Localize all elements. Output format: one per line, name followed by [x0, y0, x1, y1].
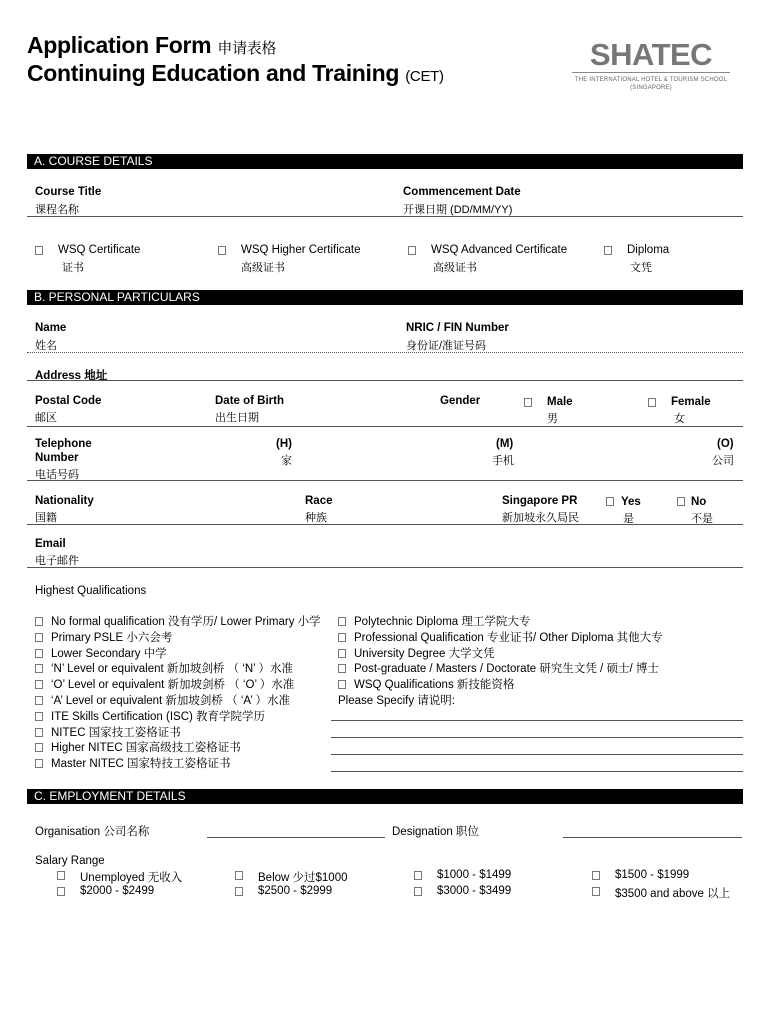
salary-option[interactable]	[414, 887, 422, 899]
salary-label: $2000 - $2499	[80, 885, 155, 897]
diploma-label-cn: 文凭	[630, 262, 652, 274]
nationality-label-cn: 国籍	[35, 512, 57, 524]
checkbox-icon[interactable]	[235, 887, 243, 896]
postal-code-label-cn: 邮区	[35, 412, 57, 424]
male-option[interactable]	[524, 398, 532, 410]
form-title-en: Application Form	[27, 32, 212, 58]
checkbox-icon[interactable]	[218, 246, 226, 255]
dob-label: Date of Birth	[215, 395, 284, 407]
pr-yes-option[interactable]	[606, 497, 614, 509]
specify-line[interactable]	[331, 737, 743, 738]
organisation-field[interactable]	[207, 837, 385, 838]
qualification-label: Higher NITEC 国家高级技工姿格证书	[51, 742, 241, 755]
name-label: Name	[35, 322, 67, 334]
checkbox-icon[interactable]	[57, 887, 65, 896]
commencement-date-label-cn: 开课日期 (DD/MM/YY)	[403, 204, 513, 216]
checkbox-icon[interactable]	[35, 743, 43, 752]
course-line	[27, 216, 743, 217]
salary-label: Below 少过$1000	[258, 872, 348, 884]
female-label-cn: 女	[674, 413, 685, 425]
email-line	[27, 567, 743, 568]
wsq-advanced-certificate-label: WSQ Advanced Certificate	[431, 244, 568, 256]
qualification-option[interactable]	[35, 755, 321, 771]
home-phone-label: (H)	[276, 438, 292, 450]
email-label: Email	[35, 538, 66, 550]
salary-range-label: Salary Range	[35, 855, 105, 867]
specify-line[interactable]	[331, 771, 743, 772]
pr-no-label: No	[691, 496, 707, 508]
female-option[interactable]	[648, 398, 656, 410]
nric-label: NRIC / FIN Number	[406, 322, 509, 334]
telephone-number-label: Number	[35, 452, 79, 464]
qualification-option[interactable]	[35, 645, 321, 661]
qualification-label: Primary PSLE 小六会考	[51, 631, 173, 644]
qualification-option[interactable]	[35, 739, 321, 755]
checkbox-icon[interactable]	[35, 246, 43, 255]
checkbox-icon[interactable]	[338, 617, 346, 626]
designation-label: Designation 职位	[392, 826, 479, 838]
section-c-header: C. EMPLOYMENT DETAILS	[27, 789, 743, 804]
highest-qualifications-label: Highest Qualifications	[35, 585, 147, 597]
checkbox-icon[interactable]	[35, 633, 43, 642]
qualification-option[interactable]	[338, 660, 663, 676]
telephone-label: Telephone	[35, 438, 92, 450]
checkbox-icon[interactable]	[592, 871, 600, 880]
salary-label: $2500 - $2999	[258, 885, 333, 897]
qualification-label: No formal qualification 没有学历/ Lower Primary 小学	[51, 616, 321, 628]
diploma-label: Diploma	[627, 244, 670, 256]
course-title-label: Course Title	[35, 186, 102, 198]
email-label-cn: 电子邮件	[35, 555, 79, 567]
checkbox-icon[interactable]	[606, 497, 614, 506]
checkbox-icon[interactable]	[35, 759, 43, 768]
form-title-cn: 申请表格	[217, 40, 277, 57]
form-title	[27, 32, 276, 59]
qualification-option[interactable]	[338, 645, 663, 661]
checkbox-icon[interactable]	[35, 696, 43, 705]
checkbox-icon[interactable]	[592, 887, 600, 896]
pr-yes-label-cn: 是	[623, 513, 634, 525]
qualification-label: Professional Qualification 专业证书/ Other Diploma 其他大专	[354, 631, 663, 644]
form-subtitle-en: Continuing Education and Training	[27, 60, 400, 86]
checkbox-icon[interactable]	[414, 887, 422, 896]
specify-line[interactable]	[331, 720, 743, 721]
logo-word: SHATEC	[589, 37, 713, 72]
checkbox-icon[interactable]	[604, 246, 612, 255]
postal-line	[27, 426, 743, 427]
section-a-header: A. COURSE DETAILS	[27, 154, 743, 169]
female-label: Female	[671, 396, 711, 408]
office-phone-label-cn: 公司	[712, 455, 734, 467]
qualification-option[interactable]	[35, 613, 321, 629]
checkbox-icon[interactable]	[338, 680, 346, 689]
checkbox-icon[interactable]	[338, 649, 346, 658]
mobile-phone-label: (M)	[496, 438, 514, 450]
home-phone-label-cn: 家	[281, 455, 292, 467]
logo-rule	[572, 72, 730, 73]
checkbox-icon[interactable]	[35, 617, 43, 626]
qualification-label: ITE Skills Certification (ISC) 教育学院学历	[51, 710, 266, 723]
male-label-cn: 男	[547, 413, 558, 425]
singapore-pr-label-cn: 新加坡永久局民	[502, 512, 579, 524]
salary-label: $1500 - $1999	[615, 869, 690, 881]
wsq-advanced-certificate-option[interactable]	[408, 246, 416, 258]
checkbox-icon[interactable]	[338, 633, 346, 642]
specify-line[interactable]	[331, 754, 743, 755]
salary-option[interactable]	[592, 871, 600, 883]
mobile-phone-label-cn: 手机	[492, 455, 514, 467]
nationality-line	[27, 524, 743, 525]
gender-label: Gender	[440, 395, 481, 407]
qualification-label: WSQ Qualifications 新技能资格	[354, 679, 515, 692]
qualification-option[interactable]	[35, 708, 321, 724]
qualifications-right-list	[338, 613, 663, 708]
form-subtitle-abbr: (CET)	[405, 68, 444, 85]
shatec-logo	[570, 38, 732, 92]
checkbox-icon[interactable]	[524, 398, 532, 407]
qualification-option[interactable]	[35, 629, 321, 645]
qualification-label: ‘O’ Level or equivalent 新加坡剑桥 （ ‘O’ ）水准	[51, 679, 295, 692]
qualification-label: University Degree 大学文凭	[354, 647, 495, 660]
qualification-option[interactable]	[35, 692, 321, 708]
salary-option[interactable]	[57, 887, 65, 899]
commencement-date-label: Commencement Date	[403, 186, 521, 198]
salary-option[interactable]	[414, 871, 422, 883]
designation-field[interactable]	[563, 837, 742, 838]
telephone-label-cn: 电话号码	[35, 469, 79, 481]
checkbox-icon[interactable]	[408, 246, 416, 255]
qualification-option[interactable]	[35, 660, 321, 676]
salary-label: Unemployed 无收入	[80, 872, 183, 884]
checkbox-icon[interactable]	[235, 871, 243, 880]
qualifications-left-list	[35, 613, 321, 771]
office-phone-label: (O)	[717, 438, 734, 450]
logo-subtitle-country: (SINGAPORE)	[630, 85, 672, 91]
telephone-line	[27, 480, 743, 481]
qualification-label: Post-graduate / Masters / Doctorate 研究生文凭 / 硕士/ 博士	[354, 663, 659, 676]
wsq-higher-certificate-label-cn: 高级证书	[241, 262, 285, 274]
course-title-label-cn: 课程名称	[35, 204, 79, 216]
checkbox-icon[interactable]	[35, 680, 43, 689]
checkbox-icon[interactable]	[648, 398, 656, 407]
nationality-label: Nationality	[35, 495, 94, 507]
salary-option[interactable]	[592, 887, 600, 899]
qualification-option[interactable]	[35, 676, 321, 692]
checkbox-icon[interactable]	[338, 664, 346, 673]
qualification-label: ‘A’ Level or equivalent 新加坡剑桥 （ ‘A’ ）水准	[51, 694, 291, 707]
salary-label: $1000 - $1499	[437, 869, 512, 881]
qualification-label: ‘N’ Level or equivalent 新加坡剑桥 （ ‘N’ ）水准	[51, 663, 293, 676]
checkbox-icon[interactable]	[35, 712, 43, 721]
checkbox-icon[interactable]	[414, 871, 422, 880]
form-subtitle	[27, 60, 444, 87]
postal-code-label: Postal Code	[35, 395, 102, 407]
qualification-option[interactable]	[338, 676, 663, 692]
qualification-label: Polytechnic Diploma 理工学院大专	[354, 616, 531, 628]
checkbox-icon[interactable]	[677, 497, 685, 506]
wsq-certificate-option[interactable]	[35, 246, 43, 258]
race-label: Race	[305, 495, 333, 507]
checkbox-icon[interactable]	[35, 664, 43, 673]
qualification-label: Master NITEC 国家特技工姿格证书	[51, 758, 231, 771]
dob-label-cn: 出生日期	[215, 412, 259, 424]
please-specify-label: Please Specify 请说明:	[338, 694, 455, 707]
qualification-option[interactable]	[35, 724, 321, 740]
section-b-header: B. PERSONAL PARTICULARS	[27, 290, 743, 305]
singapore-pr-label: Singapore PR	[502, 495, 578, 507]
race-label-cn: 种族	[305, 512, 327, 524]
wsq-advanced-certificate-label-cn: 高级证书	[433, 262, 477, 274]
wsq-higher-certificate-option[interactable]	[218, 246, 226, 258]
male-label: Male	[547, 396, 573, 408]
qualification-label: NITEC 国家技工姿格证书	[51, 726, 181, 739]
address-label: Address 地址	[35, 370, 108, 382]
qualification-option[interactable]	[338, 613, 663, 629]
name-label-cn: 姓名	[35, 340, 57, 352]
qualification-option[interactable]	[338, 629, 663, 645]
pr-no-option[interactable]	[677, 497, 685, 509]
logo-subtitle: THE INTERNATIONAL HOTEL & TOURISM SCHOOL	[574, 77, 728, 83]
wsq-certificate-label: WSQ Certificate	[58, 244, 141, 256]
wsq-certificate-label-cn: 证书	[62, 262, 84, 274]
pr-yes-label: Yes	[621, 496, 641, 508]
checkbox-icon[interactable]	[57, 871, 65, 880]
pr-no-label-cn: 不是	[691, 513, 713, 525]
name-line	[27, 352, 743, 353]
organisation-label: Organisation 公司名称	[35, 826, 150, 838]
address-line	[27, 380, 743, 381]
checkbox-icon[interactable]	[35, 649, 43, 658]
wsq-higher-certificate-label: WSQ Higher Certificate	[241, 244, 361, 256]
checkbox-icon[interactable]	[35, 728, 43, 737]
nric-label-cn: 身份证/准证号码	[406, 340, 487, 352]
salary-option[interactable]	[235, 871, 243, 883]
salary-option[interactable]	[57, 871, 65, 883]
diploma-option[interactable]	[604, 246, 612, 258]
qualification-label: Lower Secondary 中学	[51, 647, 167, 660]
salary-option[interactable]	[235, 887, 243, 899]
salary-label: $3500 and above 以上	[615, 888, 731, 900]
salary-label: $3000 - $3499	[437, 885, 512, 897]
